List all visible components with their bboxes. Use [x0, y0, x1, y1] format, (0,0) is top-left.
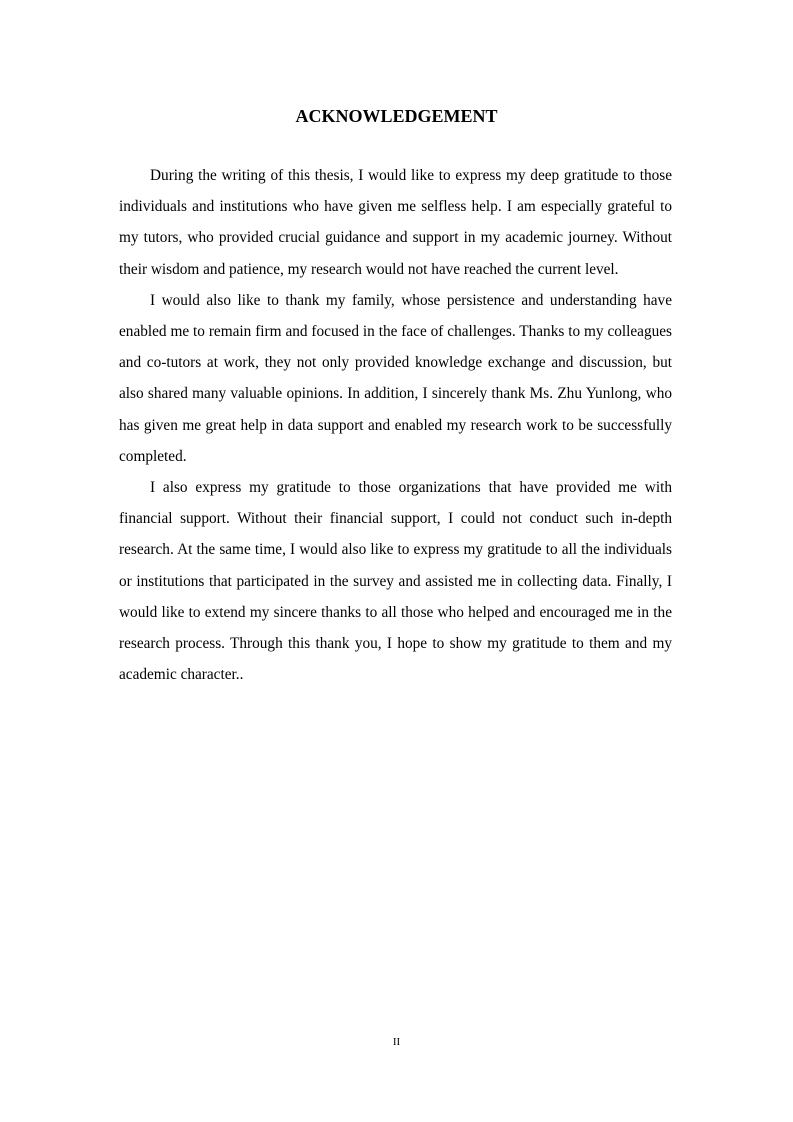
paragraph-3: I also express my gratitude to those organizations that have provided me with financial support. Without their financial support, I could not conduct such in-depth research. At the same time, I would also like to express my gratitude to all the individuals or institutions that participated in the survey and assisted me in collecting data. Finally, I would like to extend my sincere thanks to all those who helped and encouraged me in the research process. Through this thank you, I hope to show my gratitude to them and my academic character.. [119, 479, 672, 684]
acknowledgement-body [119, 160, 672, 690]
paragraph-2: I would also like to thank my family, whose persistence and understanding have enabled me to remain firm and focused in the face of challenges. Thanks to my colleagues and co-tutors at work, they not only provided knowledge exchange and discussion, but also shared many valuable opinions. In addition, I sincerely thank Ms. Zhu Yunlong, who has given me great help in data support and enabled my research work to be successfully completed. [119, 291, 672, 465]
page-title: ACKNOWLEDGEMENT [295, 106, 498, 126]
paragraph-1: During the writing of this thesis, I would like to express my deep gratitude to those individuals and institutions who have given me selfless help. I am especially grateful to my tutors, who provided crucial guidance and support in my academic journey. Without their wisdom and patience, my research would not have reached the current level. [119, 167, 672, 278]
page-number: II [392, 1036, 401, 1048]
